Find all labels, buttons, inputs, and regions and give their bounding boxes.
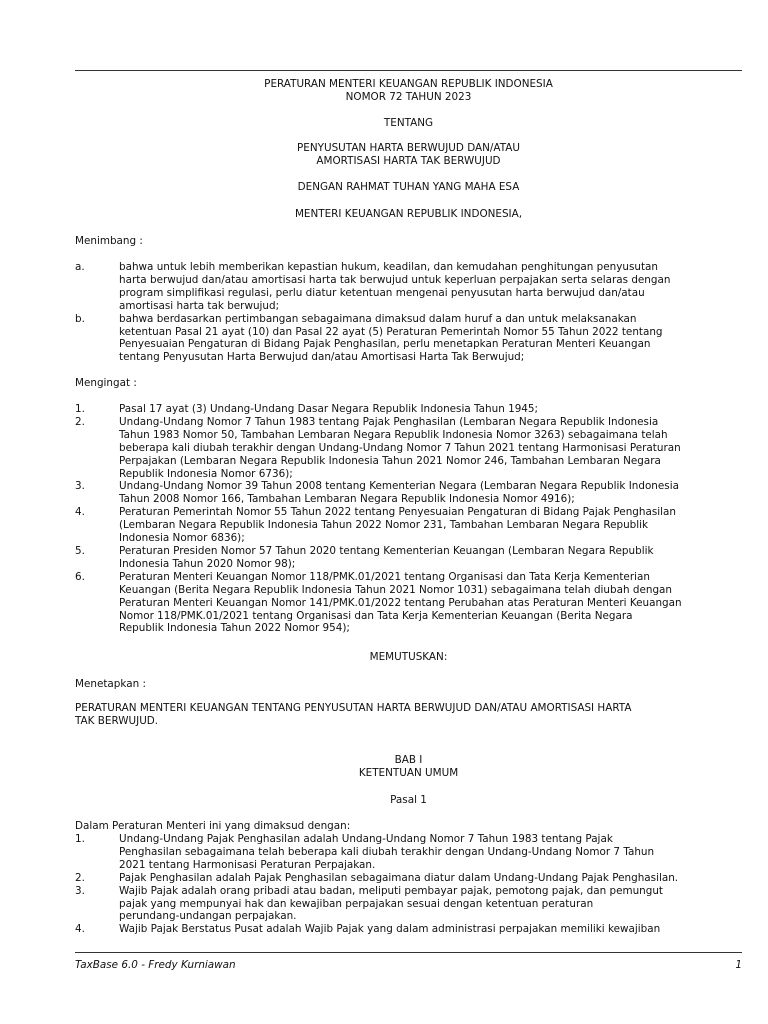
list-item [75, 872, 742, 885]
item-number: 4. [75, 506, 85, 519]
item-text-line: Indonesia Nomor 6836); [119, 532, 245, 545]
item-number: 3. [75, 884, 85, 897]
item-text [119, 923, 742, 936]
item-text-line: program simplifikasi regulasi, perlu diatur ketentuan mengenai penyusutan harta berwujud dan/atau [119, 286, 645, 299]
item-text-line: Undang-Undang Nomor 39 Tahun 2008 tentang Kementerian Negara (Lembaran Negara Republik Indonesia [119, 480, 679, 493]
item-text-line: Penghasilan sebagaimana telah beberapa kali diubah terakhir dengan Undang-Undang Nomor 7 Tahun [119, 845, 655, 858]
list-item [75, 313, 742, 365]
item-text-line: Wajib Pajak Berstatus Pusat adalah Wajib Pajak yang dalam administrasi perpajakan memiliki kewajiban [119, 923, 661, 936]
list-item [75, 261, 742, 313]
item-text-line: Peraturan Menteri Keuangan Nomor 118/PMK.01/2021 tentang Organisasi dan Tata Kerja Kementerian [119, 570, 650, 583]
item-text [119, 885, 742, 924]
top-divider [75, 70, 742, 71]
regulation-number: NOMOR 72 TAHUN 2023 [345, 91, 472, 103]
item-number: 1. [75, 833, 85, 845]
invocation: DENGAN RAHMAT TUHAN YANG MAHA ESA [297, 181, 520, 193]
item-text-line: Peraturan Pemerintah Nomor 55 Tahun 2022 tentang Penyesuaian Pengaturan di Bidang Pajak Penghasilan [119, 506, 676, 519]
item-text [119, 506, 742, 545]
item-number: a. [75, 261, 85, 273]
list-item [75, 416, 742, 481]
menimbang-label: Menimbang : [75, 235, 143, 247]
item-number: 6. [75, 570, 85, 583]
item-text-line: 2021 tentang Harmonisasi Peraturan Perpajakan. [119, 858, 376, 871]
item-text-line: bahwa untuk lebih memberikan kepastian hukum, keadilan, dan kemudahan penghitungan penyusutan [119, 261, 659, 273]
item-text-line: Republik Indonesia Nomor 6736); [119, 467, 293, 480]
list-item [75, 833, 742, 872]
item-text-line: ketentuan Pasal 21 ayat (10) dan Pasal 22 ayat (5) Peraturan Pemerintah Nomor 55 Tahun 2022 tentang [119, 325, 663, 338]
item-text [119, 416, 742, 481]
item-text-line: harta berwujud dan/atau amortisasi harta tak berwujud untuk keperluan perpajakan serta selaras dengan [119, 273, 671, 286]
menimbang-list [75, 261, 742, 364]
item-text [119, 833, 742, 872]
mengingat-label: Mengingat : [75, 377, 137, 389]
item-text-line: pajak yang mempunyai hak dan kewajiban perpajakan sesuai dengan ketentuan peraturan [119, 897, 594, 910]
chapter-title: KETENTUAN UMUM [358, 767, 459, 779]
list-item [75, 506, 742, 545]
article-heading: Pasal 1 [390, 794, 427, 806]
item-text-line: amortisasi harta tak berwujud; [119, 299, 280, 312]
item-text-line: Undang-Undang Nomor 7 Tahun 1983 tentang Pajak Penghasilan (Lembaran Negara Republik Indonesia [119, 415, 659, 428]
item-text [119, 480, 742, 506]
item-text-line: Peraturan Menteri Keuangan Nomor 141/PMK.01/2022 tentang Perubahan atas Peraturan Menteri Keuangan [119, 596, 682, 609]
item-text-line: Keuangan (Berita Negara Republik Indonesia Tahun 2021 Nomor 1031) sebagaimana telah diubah dengan [119, 583, 672, 596]
item-text [119, 545, 742, 571]
list-item [75, 480, 742, 506]
item-text-line: Undang-Undang Pajak Penghasilan adalah Undang-Undang Nomor 7 Tahun 1983 tentang Pajak [119, 833, 613, 845]
item-text-line: tentang Penyusutan Harta Berwujud dan/atau Amortisasi Harta Tak Berwujud; [119, 351, 525, 364]
memutuskan-heading: MEMUTUSKAN: [369, 651, 448, 663]
item-text [119, 571, 742, 636]
item-number: 4. [75, 923, 85, 936]
list-item [75, 885, 742, 924]
authority: MENTERI KEUANGAN REPUBLIK INDONESIA, [294, 208, 523, 220]
footer-divider [75, 952, 742, 953]
list-item [75, 545, 742, 571]
item-text-line: Tahun 2008 Nomor 166, Tambahan Lembaran Negara Republik Indonesia Nomor 4916); [119, 493, 575, 506]
item-text-line: Wajib Pajak adalah orang pribadi atau badan, meliputi pembayar pajak, pemotong pajak, dan pemungut [119, 884, 664, 897]
item-text-line: Perpajakan (Lembaran Negara Republik Indonesia Tahun 2021 Nomor 246, Tambahan Lembaran Negara [119, 454, 661, 467]
item-text-line: Penyesuaian Pengaturan di Bidang Pajak Penghasilan, perlu menetapkan Peraturan Menteri Keuangan [119, 338, 651, 351]
item-text-line: beberapa kali diubah terakhir dengan Undang-Undang Nomor 7 Tahun 2021 tentang Harmonisasi Peraturan [119, 441, 681, 454]
item-text-line: Pajak Penghasilan adalah Pajak Penghasilan sebagaimana diatur dalam Undang-Undang Pajak Penghasilan. [119, 871, 679, 884]
item-text-line: Tahun 1983 Nomor 50, Tambahan Lembaran Negara Republik Indonesia Nomor 3263) sebagaimana telah [119, 428, 668, 441]
subject-line-1: PENYUSUTAN HARTA BERWUJUD DAN/ATAU [297, 142, 520, 154]
item-number: 2. [75, 871, 85, 884]
item-text-line: Pasal 17 ayat (3) Undang-Undang Dasar Negara Republik Indonesia Tahun 1945; [119, 403, 539, 415]
item-text [119, 403, 742, 416]
item-text-line: Nomor 118/PMK.01/2021 tentang Organisasi dan Tata Kerja Kementerian Keuangan (Berita Negara [119, 609, 633, 622]
chapter-number: BAB I [394, 754, 423, 766]
menetapkan-text-line-2: TAK BERWUJUD. [75, 715, 159, 727]
item-number: 5. [75, 544, 85, 557]
subject-line-2: AMORTISASI HARTA TAK BERWUJUD [316, 155, 501, 167]
item-text-line: Indonesia Tahun 2020 Nomor 98); [119, 557, 296, 570]
item-text [119, 313, 742, 365]
item-number: 2. [75, 415, 85, 428]
tentang-heading: TENTANG [383, 117, 434, 129]
definitions-list [75, 833, 742, 936]
item-text-line: (Lembaran Negara Republik Indonesia Tahun 2022 Nomor 231, Tambahan Lembaran Negara Republik [119, 519, 649, 532]
item-number: 1. [75, 403, 85, 415]
item-text [119, 261, 742, 313]
item-number: 3. [75, 480, 85, 493]
footer-source: TaxBase 6.0 - Fredy Kurniawan [75, 959, 236, 971]
list-item [75, 923, 742, 936]
item-text-line: perundang-undangan perpajakan. [119, 910, 297, 923]
item-text [119, 872, 742, 885]
menetapkan-text-line-1: PERATURAN MENTERI KEUANGAN TENTANG PENYUSUTAN HARTA BERWUJUD DAN/ATAU AMORTISASI HARTA [75, 702, 632, 714]
item-number: b. [75, 312, 85, 325]
list-item [75, 403, 742, 416]
regulation-title: PERATURAN MENTERI KEUANGAN REPUBLIK INDONESIA [264, 78, 553, 90]
item-text-line: bahwa berdasarkan pertimbangan sebagaimana dimaksud dalam huruf a dan untuk melaksanakan [119, 312, 637, 325]
item-text-line: Peraturan Presiden Nomor 57 Tahun 2020 tentang Kementerian Keuangan (Lembaran Negara Republik [119, 544, 654, 557]
menetapkan-label: Menetapkan : [75, 678, 146, 690]
article-intro: Dalam Peraturan Menteri ini yang dimaksud dengan: [75, 820, 351, 832]
item-text-line: Republik Indonesia Tahun 2022 Nomor 954); [119, 622, 350, 635]
list-item [75, 571, 742, 636]
mengingat-list [75, 403, 742, 635]
page-number: 1 [735, 959, 742, 971]
